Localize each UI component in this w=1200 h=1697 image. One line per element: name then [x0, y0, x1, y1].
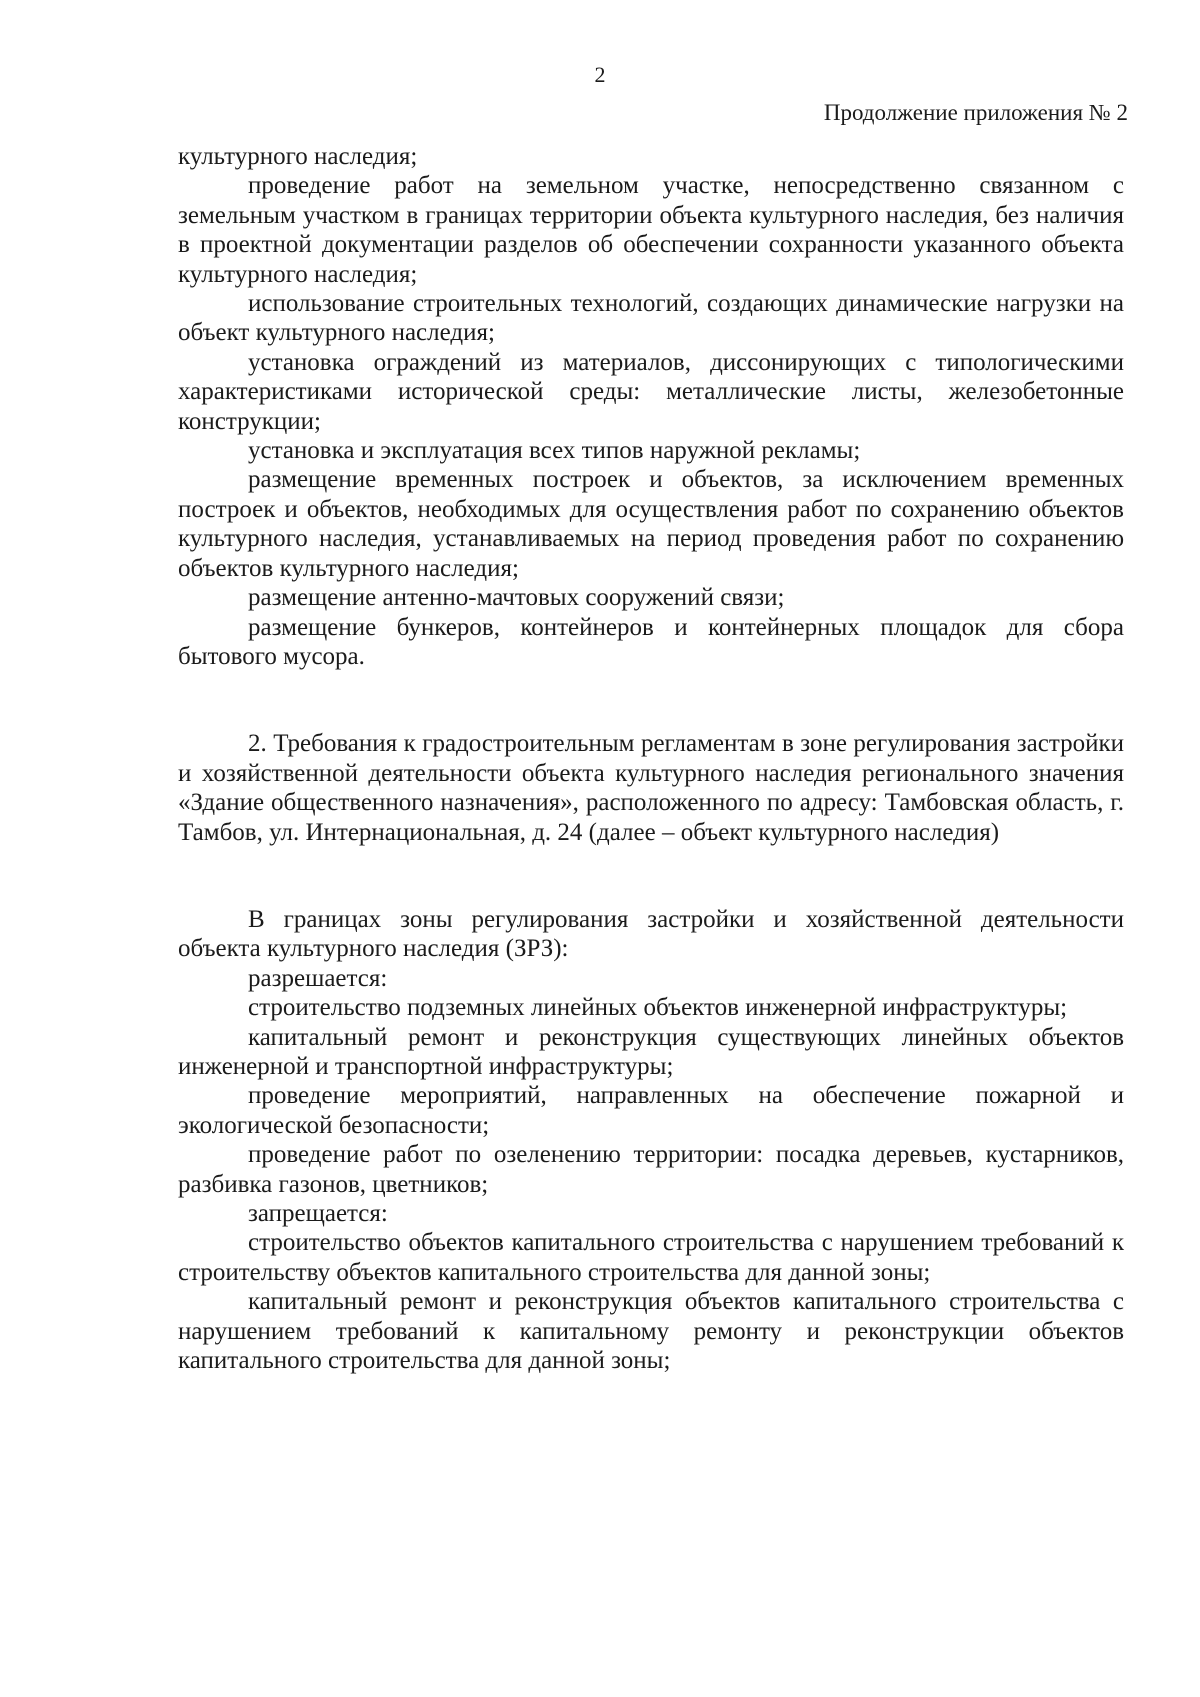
list-item: строительство объектов капитального строительства с нарушением требований к строительству объектов капитального строительства для данной зоны;	[178, 1229, 1124, 1286]
page-number: 2	[594, 62, 606, 87]
appendix-note: Продолжение приложения № 2	[823, 100, 1128, 125]
list-item: использование строительных технологий, создающих динамические нагрузки на объект культурного наследия;	[178, 290, 1124, 347]
list-item: строительство подземных линейных объектов инженерной инфраструктуры;	[248, 994, 1068, 1022]
document-body	[178, 142, 1124, 1375]
list-item: установка ограждений из материалов, диссонирующих с типологическими характеристиками исторической среды: металлические листы, железобетонные конструкции;	[178, 348, 1124, 435]
spacer	[178, 847, 1124, 905]
list-item: капитальный ремонт и реконструкция объектов капитального строительства с нарушением требований к капитальному ремонту и реконструкции объектов капитального строительства для данной зоны;	[178, 1288, 1124, 1375]
list-item: проведение мероприятий, направленных на обеспечение пожарной и экологической безопасности;	[178, 1082, 1124, 1139]
list-item: установка и эксплуатация всех типов наружной рекламы;	[248, 437, 861, 465]
allowed-label: разрешается:	[248, 964, 388, 992]
forbidden-label: запрещается:	[248, 1200, 388, 1227]
list-item: проведение работ на земельном участке, непосредственно связанном с земельным участком в границах территории объекта культурного наследия, без наличия в проектной документации разделов об обеспечении сохранности указанного объекта культурного наследия;	[178, 172, 1124, 288]
list-item: размещение антенно-мачтовых сооружений связи;	[248, 584, 785, 612]
spacer	[178, 671, 1124, 729]
section-heading: 2. Требования к градостроительным регламентам в зоне регулирования застройки и хозяйственной деятельности объекта культурного наследия регионального значения «Здание общественного назначения», расположенного по адресу: Тамбовская область, г. Тамбов, ул. Интернациональная, д. 24 (далее – объект культурного наследия)	[178, 730, 1124, 846]
list-item: размещение временных построек и объектов, за исключением временных построек и объектов, необходимых для осуществления работ по сохранению объектов культурного наследия, устанавливаемых на период проведения работ по сохранению объектов культурного наследия;	[178, 466, 1124, 582]
list-item: капитальный ремонт и реконструкция существующих линейных объектов инженерной и транспортной инфраструктуры;	[178, 1023, 1124, 1080]
list-item: размещение бункеров, контейнеров и контейнерных площадок для сбора бытового мусора.	[178, 613, 1124, 670]
list-item: проведение работ по озеленению территории: посадка деревьев, кустарников, разбивка газонов, цветников;	[178, 1141, 1124, 1198]
section-intro: В границах зоны регулирования застройки и хозяйственной деятельности объекта культурного наследия (ЗРЗ):	[178, 905, 1124, 963]
list-item: культурного наследия;	[178, 143, 418, 170]
